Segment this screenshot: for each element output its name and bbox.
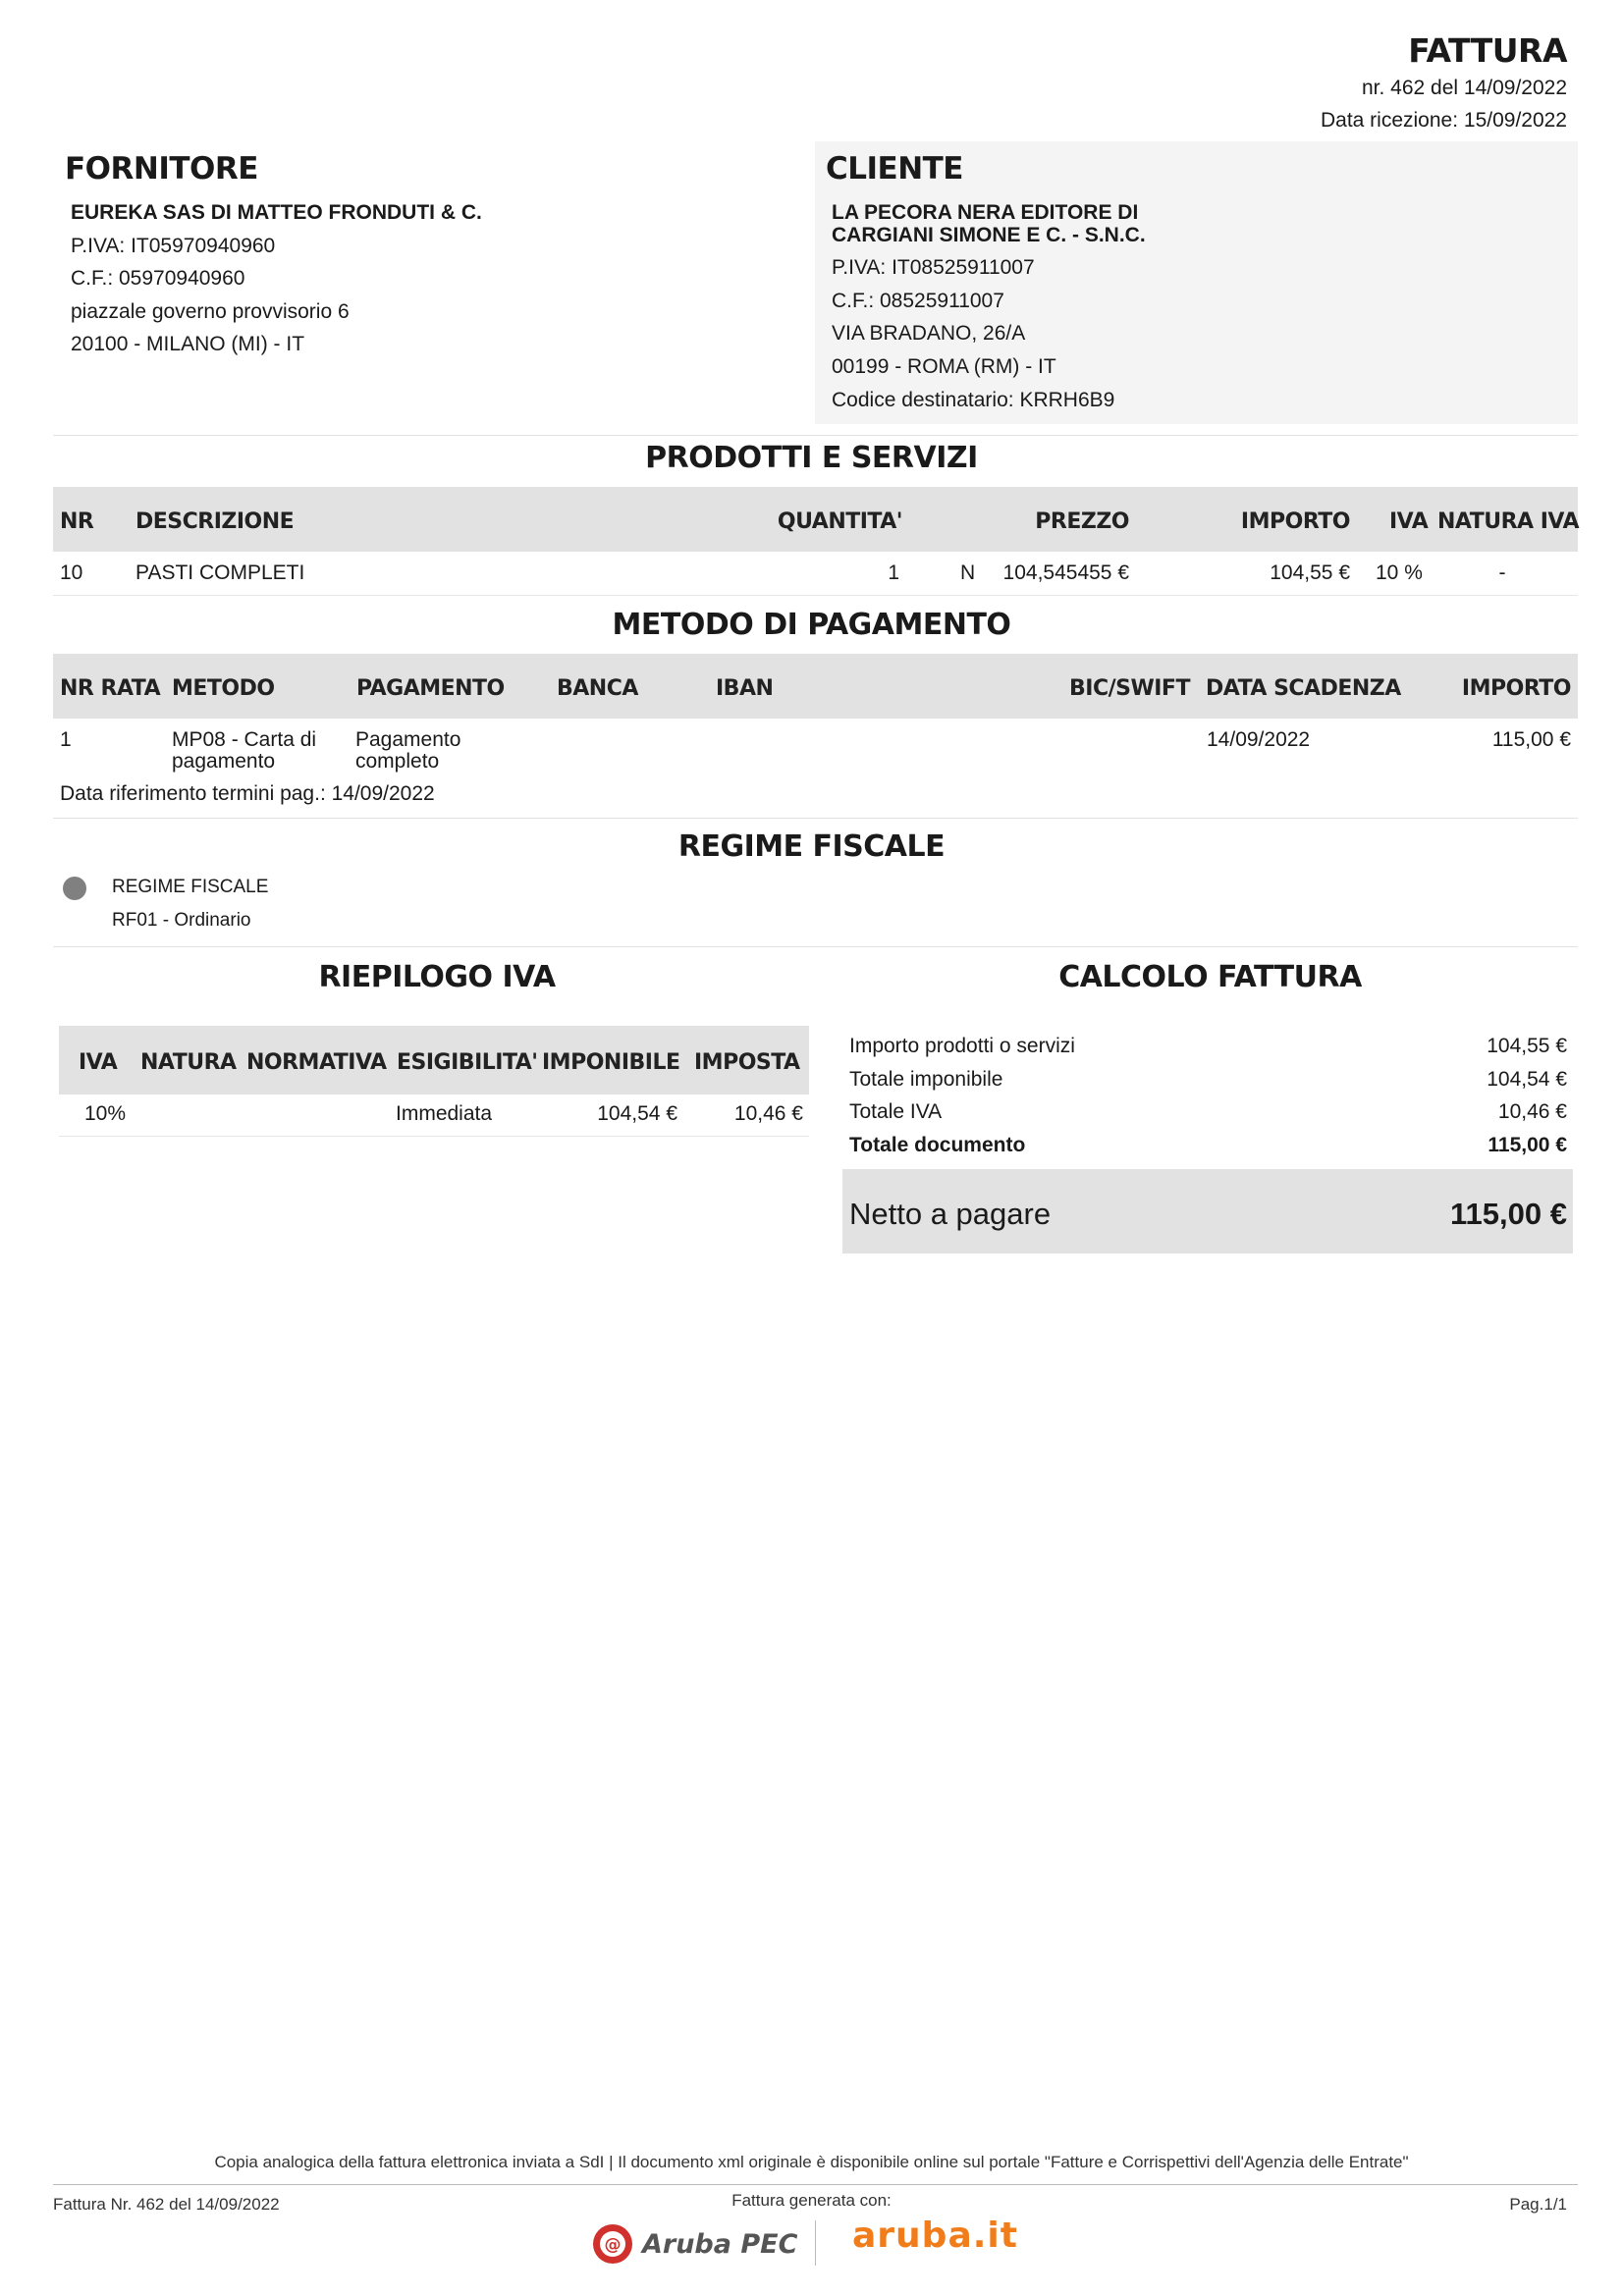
col-header-iban: IBAN	[716, 676, 774, 701]
document-title: FATTURA	[1408, 31, 1567, 70]
col-header-imposta: IMPOSTA	[694, 1050, 800, 1075]
col-header-descrizione: DESCRIZIONE	[135, 509, 295, 534]
aruba-it-logo: aruba.it	[852, 2216, 1018, 2256]
client-name-line2: CARGIANI SIMONE E C. - S.N.C.	[832, 224, 1146, 246]
col-header-nr-rata: NR RATA	[60, 676, 161, 701]
col-header-normativa: NORMATIVA	[246, 1050, 387, 1075]
divider	[59, 1136, 809, 1137]
col-header-importo: IMPORTO	[1240, 509, 1350, 534]
supplier-city: 20100 - MILANO (MI) - IT	[71, 333, 305, 355]
payment-importo: 115,00 €	[1491, 728, 1571, 751]
net-payable-label: Netto a pagare	[849, 1197, 1052, 1231]
net-payable-value: 115,00 €	[1450, 1197, 1567, 1231]
row-natura: -	[1498, 561, 1506, 584]
calc-label-totale: Totale documento	[849, 1134, 1026, 1156]
col-header-nr: NR	[60, 509, 94, 534]
payment-pagamento-line1: Pagamento	[355, 728, 461, 751]
iva-rate: 10%	[84, 1102, 127, 1125]
calc-title: CALCOLO FATTURA	[1058, 960, 1362, 994]
divider	[53, 946, 1578, 947]
iva-summary-title: RIEPILOGO IVA	[318, 960, 556, 994]
client-address: VIA BRADANO, 26/A	[832, 322, 1026, 345]
bullet-icon	[63, 877, 86, 900]
payment-metodo-line1: MP08 - Carta di	[172, 728, 317, 751]
col-header-importo-pagamento: IMPORTO	[1461, 676, 1571, 701]
divider	[53, 595, 1578, 596]
payment-title: METODO DI PAGAMENTO	[612, 608, 1011, 642]
aruba-pec-seal-icon	[591, 2222, 634, 2266]
client-piva: P.IVA: IT08525911007	[832, 256, 1035, 279]
row-nr: 10	[60, 561, 83, 584]
col-header-banca: BANCA	[557, 676, 638, 701]
col-header-imponibile: IMPONIBILE	[542, 1050, 680, 1075]
supplier-name: EUREKA SAS DI MATTEO FRONDUTI & C.	[71, 201, 482, 224]
col-header-natura: NATURA	[140, 1050, 237, 1075]
divider	[53, 435, 1578, 436]
client-city: 00199 - ROMA (RM) - IT	[832, 355, 1056, 378]
payment-scadenza: 14/09/2022	[1207, 728, 1311, 751]
aruba-pec-logo	[591, 2222, 797, 2266]
col-header-natura-iva: NATURA IVA	[1437, 509, 1579, 534]
footer-page-number: Pag.1/1	[1509, 2195, 1567, 2214]
iva-imponibile: 104,54 €	[597, 1102, 677, 1125]
regime-value: RF01 - Ordinario	[112, 910, 251, 931]
col-header-bic-swift: BIC/SWIFT	[1069, 676, 1190, 701]
footer-invoice-ref: Fattura Nr. 462 del 14/09/2022	[53, 2195, 280, 2214]
col-header-pagamento: PAGAMENTO	[356, 676, 505, 701]
iva-imposta: 10,46 €	[733, 1102, 803, 1125]
products-title: PRODOTTI E SERVIZI	[645, 441, 978, 475]
row-prezzo: 104,545455 €	[1002, 561, 1129, 584]
row-unita: N	[960, 561, 976, 584]
payment-rata: 1	[60, 728, 72, 751]
row-quantita: 1	[888, 561, 899, 584]
client-name-line1: LA PECORA NERA EDITORE DI	[832, 201, 1139, 224]
client-cf: C.F.: 08525911007	[832, 290, 1004, 312]
calc-value-totale: 115,00 €	[1488, 1134, 1567, 1156]
col-header-data-scadenza: DATA SCADENZA	[1206, 676, 1401, 701]
client-title: CLIENTE	[826, 151, 963, 187]
logo-divider	[815, 2220, 816, 2266]
calc-value-prodotti: 104,55 €	[1487, 1035, 1567, 1057]
supplier-title: FORNITORE	[65, 151, 258, 187]
regime-title: REGIME FISCALE	[677, 829, 946, 864]
footer-note: Copia analogica della fattura elettronica inviata a SdI | Il documento xml originale è disponibile online sul portale "Fatture e Corrispettivi dell'Agenzia delle Entrate"	[214, 2153, 1409, 2171]
col-header-iva-rate: IVA	[79, 1050, 118, 1075]
row-importo: 104,55 €	[1270, 561, 1350, 584]
calc-label-iva: Totale IVA	[849, 1100, 943, 1123]
col-header-prezzo: PREZZO	[1035, 509, 1129, 534]
calc-label-imponibile: Totale imponibile	[849, 1068, 1003, 1091]
col-header-esigibilita: ESIGIBILITA'	[397, 1050, 538, 1075]
footer-generated-label: Fattura generata con:	[731, 2191, 892, 2210]
regime-label: REGIME FISCALE	[112, 877, 269, 897]
calc-value-iva: 10,46 €	[1497, 1100, 1567, 1123]
payment-pagamento-line2: completo	[355, 750, 440, 773]
payment-reference: Data riferimento termini pag.: 14/09/2022	[60, 782, 435, 805]
supplier-address: piazzale governo provvisorio 6	[71, 300, 350, 323]
row-iva: 10 %	[1376, 561, 1423, 584]
divider	[53, 2184, 1578, 2185]
col-header-metodo: METODO	[172, 676, 275, 701]
col-header-iva: IVA	[1389, 509, 1429, 534]
divider	[53, 818, 1578, 819]
payment-metodo-line2: pagamento	[172, 750, 276, 773]
supplier-cf: C.F.: 05970940960	[71, 267, 245, 290]
calc-value-imponibile: 104,54 €	[1487, 1068, 1567, 1091]
svg-text:@: @	[604, 2235, 622, 2255]
document-number: nr. 462 del 14/09/2022	[1361, 77, 1567, 99]
iva-esigibilita: Immediata	[396, 1102, 493, 1125]
aruba-pec-logo-text: Aruba PEC	[642, 2228, 798, 2260]
col-header-quantita: QUANTITA'	[777, 509, 902, 534]
supplier-piva: P.IVA: IT05970940960	[71, 235, 276, 257]
client-code: Codice destinatario: KRRH6B9	[832, 389, 1115, 411]
document-received-date: Data ricezione: 15/09/2022	[1320, 109, 1567, 132]
calc-label-prodotti: Importo prodotti o servizi	[849, 1035, 1075, 1057]
row-descrizione: PASTI COMPLETI	[135, 561, 305, 584]
